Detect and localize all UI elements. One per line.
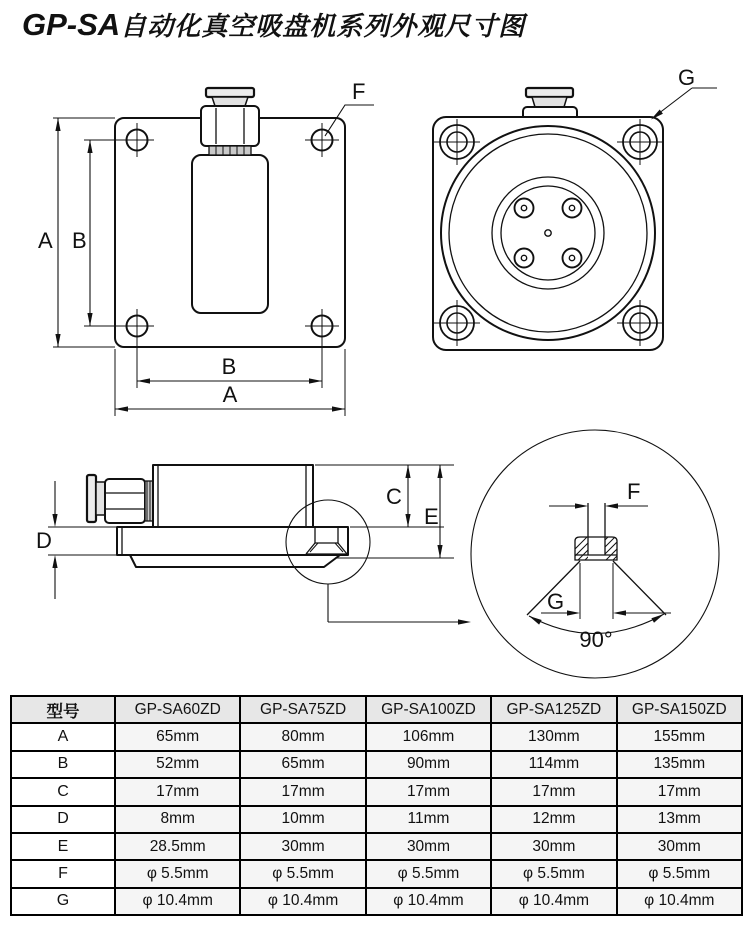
sectioned-block xyxy=(557,533,640,567)
dim-E xyxy=(336,465,454,558)
spec-value: 17mm xyxy=(115,778,240,805)
spec-value: φ 5.5mm xyxy=(115,860,240,887)
dim-label-F: F xyxy=(352,79,366,104)
center-slot xyxy=(192,155,268,313)
spec-value: 17mm xyxy=(491,778,616,805)
column-header: GP-SA75ZD xyxy=(240,696,365,723)
plate-outline xyxy=(433,117,663,350)
header-row xyxy=(11,696,742,723)
spec-value: 90mm xyxy=(366,751,491,778)
title-text: 自动化真空吸盘机系列外观尺寸图 xyxy=(120,11,526,41)
suction-cup-lip xyxy=(130,555,340,567)
flange-plate xyxy=(117,527,348,555)
spec-value: 114mm xyxy=(491,751,616,778)
air-fitting-side xyxy=(87,475,153,523)
spec-value: φ 10.4mm xyxy=(617,888,742,915)
spec-value: 30mm xyxy=(366,833,491,860)
spec-value: 106mm xyxy=(366,723,491,750)
dim-label-G: G xyxy=(547,589,565,614)
spec-value: 17mm xyxy=(617,778,742,805)
spec-value: 30mm xyxy=(491,833,616,860)
spec-value: φ 5.5mm xyxy=(366,860,491,887)
spec-value: 80mm xyxy=(240,723,365,750)
body-block xyxy=(153,465,313,527)
series-name: GP-SA xyxy=(22,7,121,42)
angle-label: 90° xyxy=(579,627,613,652)
spec-value: φ 10.4mm xyxy=(366,888,491,915)
spec-value: φ 5.5mm xyxy=(491,860,616,887)
dim-label-F: F xyxy=(627,479,641,504)
row-label: E xyxy=(11,833,115,860)
table-row xyxy=(11,806,742,833)
spec-value: φ 10.4mm xyxy=(240,888,365,915)
spec-value: 28.5mm xyxy=(115,833,240,860)
column-header: GP-SA150ZD xyxy=(617,696,742,723)
spec-value: 135mm xyxy=(617,751,742,778)
dim-G xyxy=(541,589,671,616)
spec-value: 65mm xyxy=(115,723,240,750)
page-title xyxy=(22,6,525,43)
row-label: A xyxy=(11,723,115,750)
spec-value: 17mm xyxy=(240,778,365,805)
table-row xyxy=(11,778,742,805)
dim-label-B: B xyxy=(72,228,87,253)
spec-value: φ 10.4mm xyxy=(115,888,240,915)
angle-dimension xyxy=(529,614,664,652)
column-header: GP-SA60ZD xyxy=(115,696,240,723)
row-label: D xyxy=(11,806,115,833)
callout-G xyxy=(651,65,717,120)
detail-view-drawing xyxy=(465,425,735,690)
column-header: GP-SA125ZD xyxy=(491,696,616,723)
row-label: G xyxy=(11,888,115,915)
column-header: GP-SA100ZD xyxy=(366,696,491,723)
spec-value: φ 5.5mm xyxy=(240,860,365,887)
dim-F xyxy=(549,479,648,509)
table-row xyxy=(11,860,742,887)
row-label: F xyxy=(11,860,115,887)
dim-label-E: E xyxy=(424,504,439,529)
spec-value: 12mm xyxy=(491,806,616,833)
spec-value: 11mm xyxy=(366,806,491,833)
table-row xyxy=(11,833,742,860)
air-fitting xyxy=(201,88,259,155)
spec-value: 30mm xyxy=(240,833,365,860)
front-view-drawing xyxy=(20,55,420,435)
spec-value: φ 10.4mm xyxy=(491,888,616,915)
dim-label-D: D xyxy=(36,528,52,553)
spec-value: 10mm xyxy=(240,806,365,833)
dim-label-A: A xyxy=(222,382,238,407)
spec-value: 130mm xyxy=(491,723,616,750)
dim-label-B: B xyxy=(221,354,237,379)
table-row xyxy=(11,888,742,915)
table-row xyxy=(11,751,742,778)
column-header-model: 型号 xyxy=(11,696,115,723)
spec-value: 8mm xyxy=(115,806,240,833)
row-label: C xyxy=(11,778,115,805)
spec-value: 155mm xyxy=(617,723,742,750)
side-view-drawing xyxy=(20,435,480,685)
dim-B-vertical xyxy=(72,140,120,326)
table-row xyxy=(11,723,742,750)
spec-value: 17mm xyxy=(366,778,491,805)
spec-value: 30mm xyxy=(617,833,742,860)
dim-label-C: C xyxy=(386,484,402,509)
dim-label-A: A xyxy=(38,228,53,253)
spec-value: 13mm xyxy=(617,806,742,833)
row-label: B xyxy=(11,751,115,778)
spec-table xyxy=(10,695,743,916)
bottom-view-drawing xyxy=(420,55,750,375)
spec-value: φ 5.5mm xyxy=(617,860,742,887)
dim-label-G: G xyxy=(678,65,696,90)
spec-value: 52mm xyxy=(115,751,240,778)
spec-value: 65mm xyxy=(240,751,365,778)
